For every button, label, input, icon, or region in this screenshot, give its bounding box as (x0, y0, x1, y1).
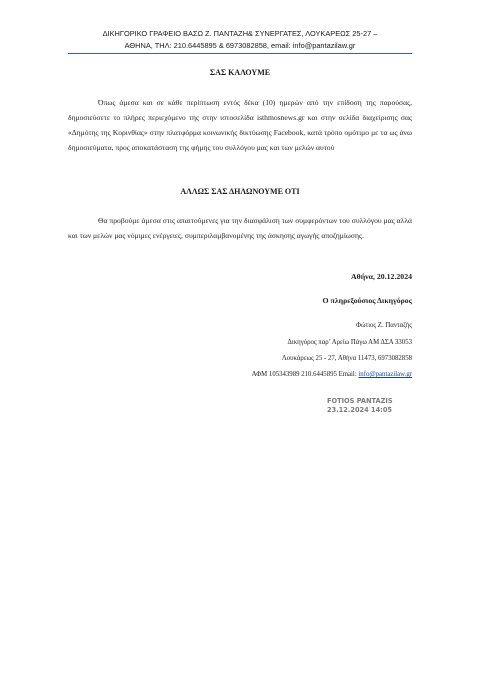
letterhead-line-1: ΔΙΚΗΓΟΡΙΚΟ ΓΡΑΦΕΙΟ ΒΑΣΩ Ζ. ΠΑΝΤΑΖΗ& ΣΥΝΕΡΓΑΤΕΣ, ΛΟΥΚΑΡΕΩΣ 25-27 – (102, 29, 378, 38)
stamp-datetime: 23.12.2024 14:05 (327, 406, 392, 414)
letterhead-divider (68, 53, 412, 54)
digital-signature-stamp (327, 397, 393, 415)
signature-contact (252, 370, 412, 380)
letterhead-line-2: ΑΘΗΝΑ, ΤΗΛ: 210.6445895 & 6973082858, email: info@pantazilaw.gr (124, 41, 356, 50)
signatory-title: Ο πληρεξούσιος Δικηγόρος (322, 296, 412, 305)
email-link[interactable]: info@pantazilaw.gr (358, 371, 412, 378)
signature-afm-text: ΑΦΜ 105343989 210.6445895 Email: (251, 371, 359, 378)
paragraph-2: Θα προβούμε άμεσα στις απαιτούμενες για την διασφάλιση των συμφερόντων του συλλόγου μας αλλά και των μελών μας νόμιμες ενέργειες, συμπεριλαμβανομένης της άσκησης αγωγής αποζημίωσης. (68, 216, 412, 240)
paragraph-1: Όπως άμεσα και σε κάθε περίπτωση εντός δέκα (10) ημερών από την επίδοση της παρούσας, δημοσιεύσετε το πλήρες περιεχόμενο της στην ιστοσελίδα isthmosnews.gr και στην σελίδα διαχείρισης σας «Δημότης της Κορινθίας» στην πλατφόρμα κοινωνικής δικτύωσης Facebook, κατά τρόπο ομότιμο με τα ως άνω δημοσιεύματα, προς αποκατάσταση της φήμης του συλλόγου μας και των μελών αυτού (68, 98, 412, 152)
heading-sas-kaloume: ΣΑΣ ΚΑΛΟΥΜΕ (209, 68, 271, 77)
signature-address: Λουκάρεως 25 - 27, Αθήνα 11473, 6973082858 (281, 355, 412, 362)
signature-credentials: Δικηγόρος παρ’ Αρείω Πάγω ΑΜ ΔΣΑ 33053 (287, 339, 412, 346)
stamp-name: FOTIOS PANTAZIS (327, 397, 393, 405)
heading-allws: ΑΛΛΩΣ ΣΑΣ ΔΗΛΩΝΟΥΜΕ ΟΤΙ (180, 187, 300, 196)
letterhead (0, 28, 480, 52)
place-date: Αθήνα, 20.12.2024 (351, 272, 412, 281)
signature-name: Φώτιος Ζ. Πανταζής (356, 322, 412, 329)
